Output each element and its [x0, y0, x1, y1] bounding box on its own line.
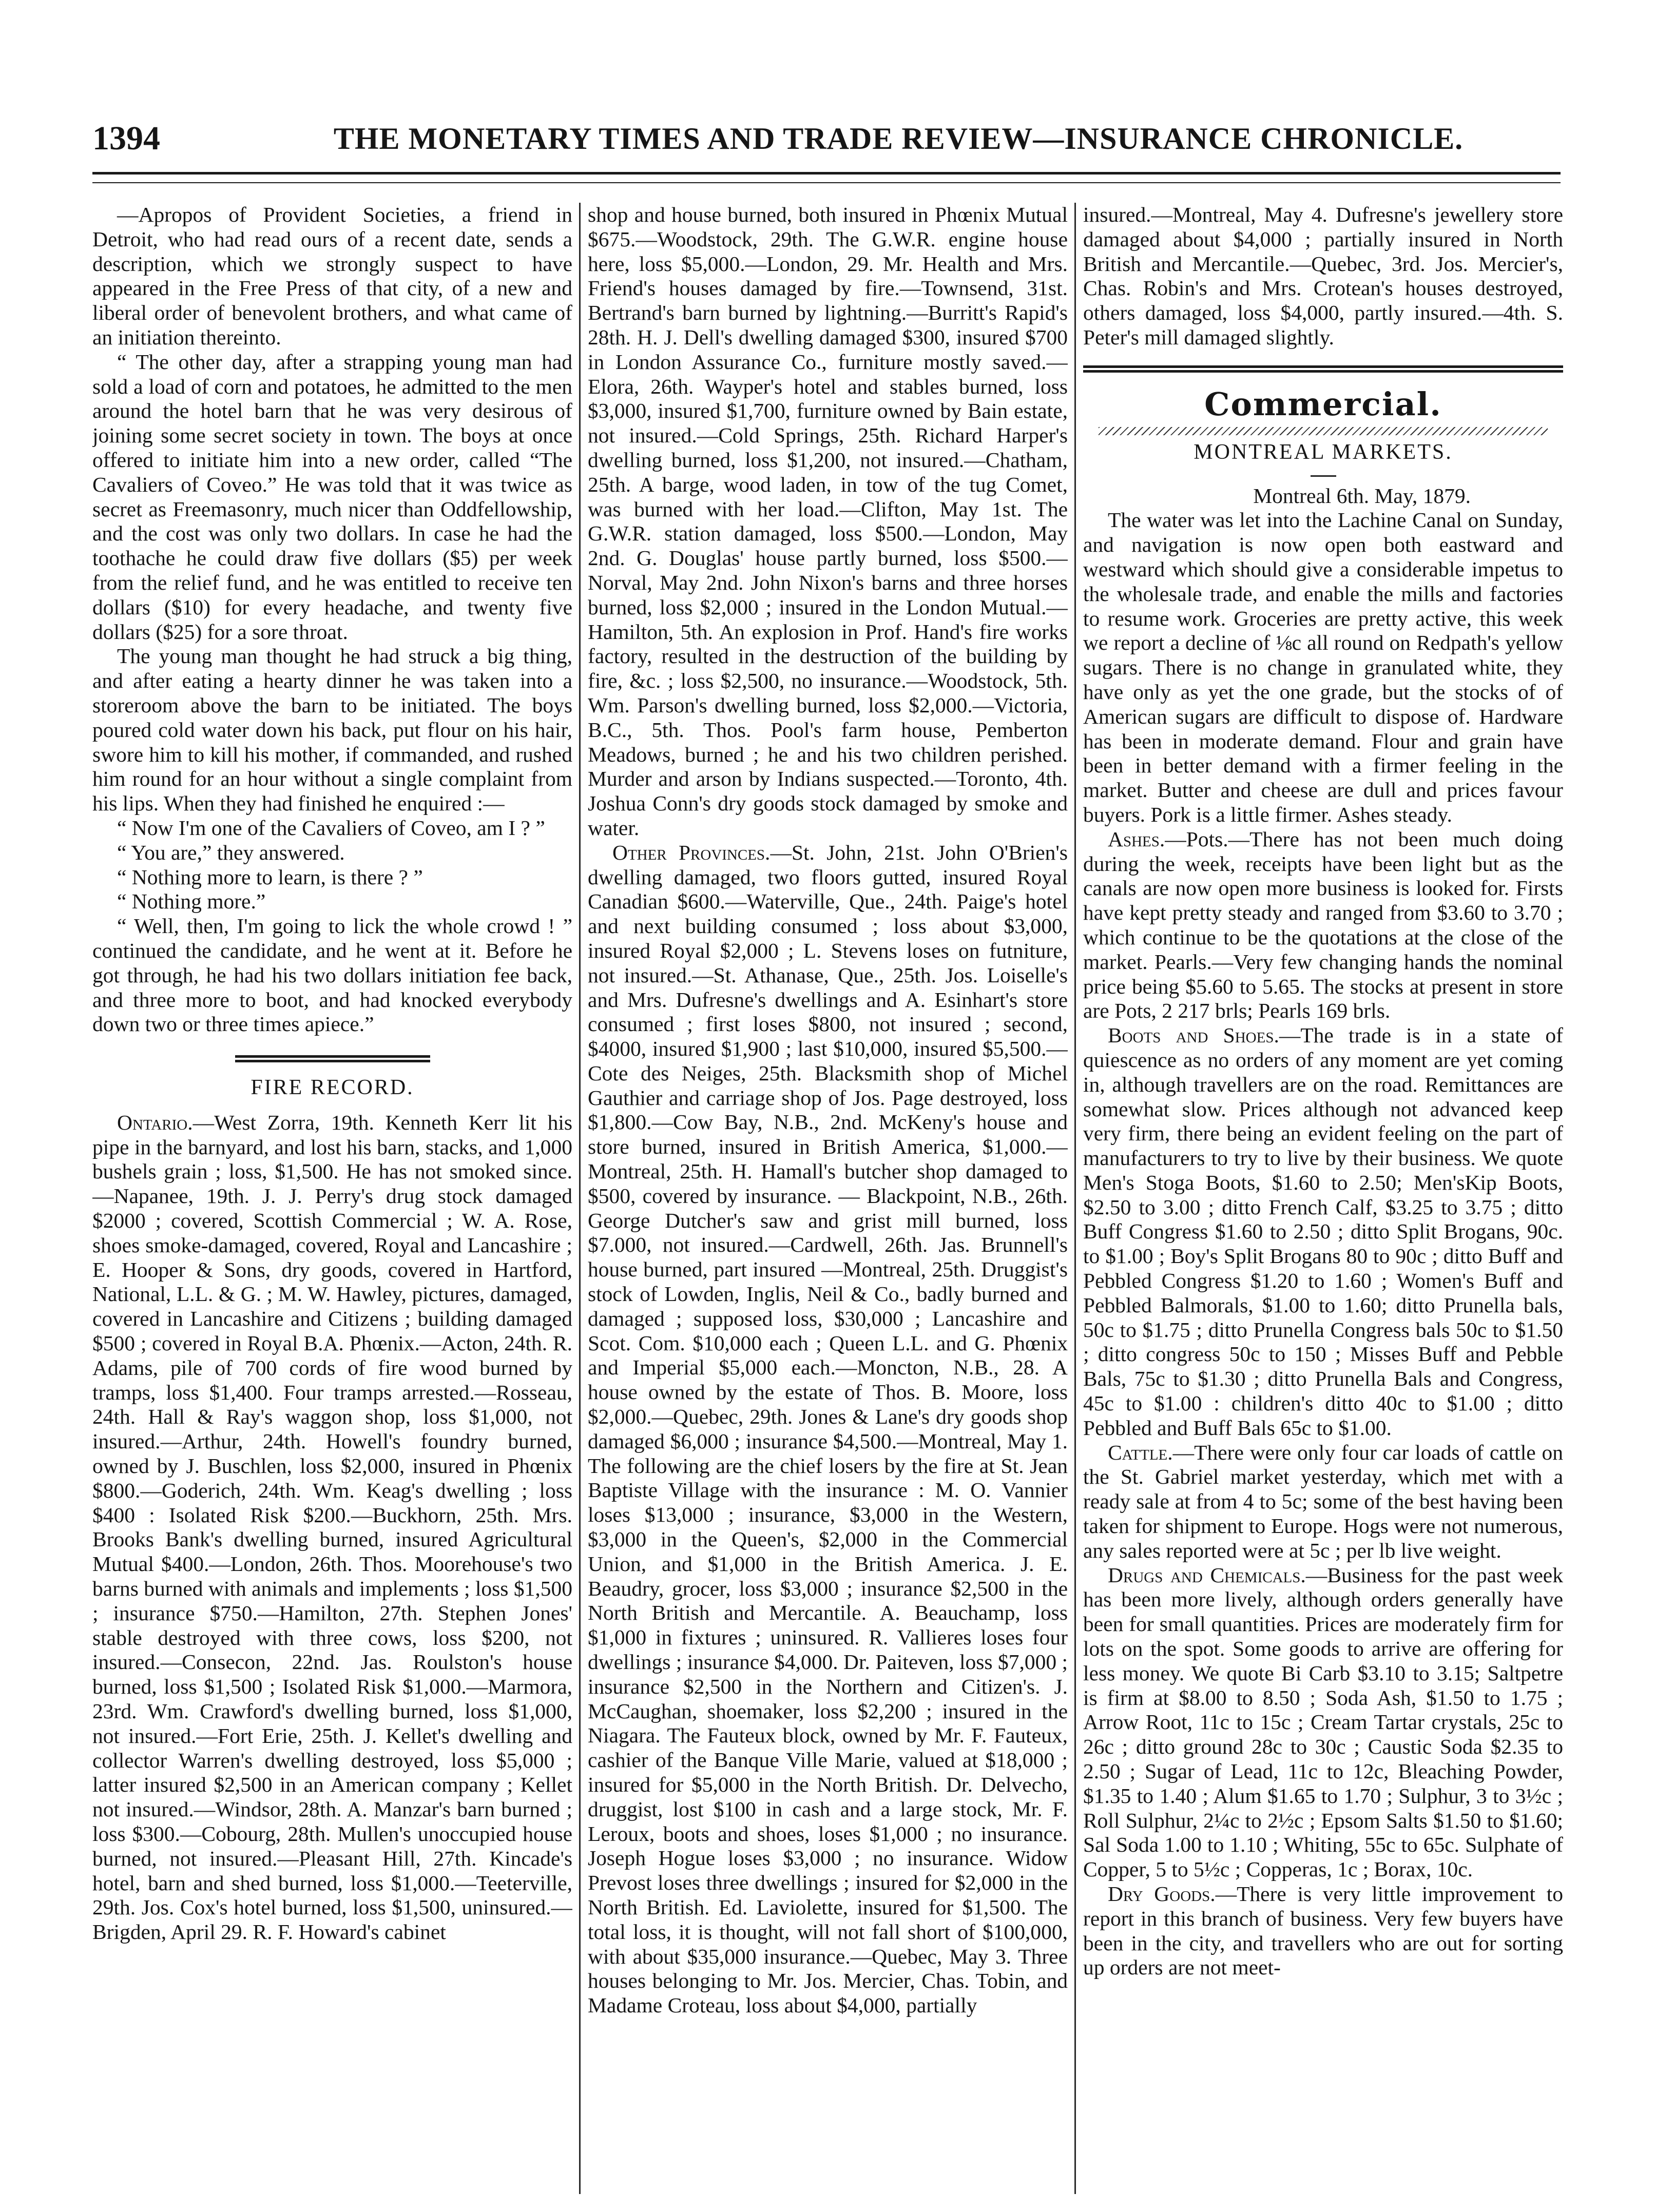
run-in-head: Dry Goods.: [1108, 1882, 1216, 1906]
provident-societies-paragraph: —Apropos of Provident Societies, a friend in Detroit, who had read ours of a recent date, sends a description, which we strongly suspect to have appeared in the Free Press of that city, of a new and liberal order of benevolent brothers, and what came of an initiation thereinto.: [92, 203, 572, 349]
dateline: Montreal 6th. May, 1879.: [1253, 483, 1471, 508]
montreal-markets-heading: MONTREAL MARKETS.: [1194, 440, 1453, 464]
drugs-text: —Business for the past week has been more lively, although orders generally have been for small quantities. Prices are moderately firm for lots on the spot. Some goods to arrive are offering for less money. We quote Bi Carb $3.10 to 3.15; Saltpetre is firm at $8.00 to 8.50 ; Soda Ash, $1.50 to 1.75 ; Arrow Root, 11c to 15c ; Cream Tartar crystals, 25c to 26c ; ditto ground 28c to 30c ; Caustic Soda $2.35 to 2.50 ; Sugar of Lead, 11c to 12c, Bleaching Powder, $1.35 to 1.40 ; Alum $1.65 to 1.70 ; Sulphur, 3 to 3½c ; Roll Sulphur, 2¼c to 2½c ; Epsom Salts $1.50 to $1.60; Sal Soda 1.00 to 1.10 ; Whiting, 55c to 65c. Sulphate of Copper, 5 to 5½c ; Copperas, 1c ; Borax, 10c.: [1083, 1563, 1563, 1881]
column-divider: [1074, 203, 1076, 2194]
dry-goods-paragraph: [1083, 1882, 1563, 1980]
story-paragraph: The young man thought he had struck a big thing, and after eating a hearty dinner he was taken into a storeroom above the barn to be initiated. The boys poured cold water down his back, put flour on his hair, swore him to kill his mother, if commanded, and rushed him round for an hour without a single complaint from his lips. When they had finished he enquired :—: [92, 644, 572, 816]
dialogue-line: “ Nothing more to learn, is there ? ”: [117, 865, 423, 889]
dialogue-line: “ Nothing more.”: [117, 889, 266, 914]
dialogue-line: “ Well, then, I'm going to lick the whole crowd ! ” continued the candidate, and he went at it. Before he got through, he had his two dollars initiation fee back, and three more to boot, and had knocked everybody down two or three times apiece.”: [92, 914, 572, 1036]
run-in-head: Ashes.: [1108, 827, 1165, 851]
fire-record-ontario: [92, 1111, 572, 1945]
section-divider: [235, 1055, 430, 1062]
run-in-head: Cattle.: [1108, 1440, 1173, 1464]
column-divider: [579, 203, 581, 2194]
run-in-head: Boots and Shoes.: [1108, 1023, 1279, 1047]
fire-record-continued: shop and house burned, both insured in Phœnix Mutual $675.—Woodstock, 29th. The G.W.R. engine house here, loss $5,000.—London, 29. Mr. Health and Mrs. Friend's houses damaged by fire.—Townsend, 31st. Bertrand's barn burned by lightning.—Burritt's Rapid's 28th. H. J. Dell's dwelling damaged $300, insured $700 in London Assurance Co., furniture mostly saved.—Elora, 26th. Wayper's hotel and stables burned, loss $3,000, insured $1,700, furniture owned by Bain estate, not insured.—Cold Springs, 25th. Richard Harper's dwelling burned, loss $1,200, not insured.—Chatham, 25th. A barge, wood laden, in tow of the tug Comet, was burned with her load.—Clifton, May 1st. The G.W.R. station damaged, loss $500.—London, May 2nd. G. Douglas' house partly burned, loss $500.—Norval, May 2nd. John Nixon's barns and three horses burned, loss $2,000 ; insured in the London Mutual.—Hamilton, 5th. An explosion in Prof. Hand's fire works factory, resulted in the destruction of the building by fire, &c. ; loss $2,500, no insurance.—Woodstock, 5th. Wm. Parson's dwelling burned, loss $2,000.—Victoria, B.C., 5th. Thos. Pool's farm house, Pemberton Meadows, burned ; he and his two children perished. Murder and arson by Indians suspected.—Toronto, 4th. Joshua Conn's dry goods stock damaged by smoke and water.: [588, 203, 1068, 840]
dialogue-line: “ You are,” they answered.: [117, 840, 345, 864]
page-header: [92, 118, 1561, 164]
section-divider: [1083, 365, 1563, 373]
story-paragraph: “ The other day, after a strapping young man had sold a load of corn and potatoes, he admitted to the men around the hotel barn that he was very desirous of joining some secret society in town. The boys at once offered to initiate him into a new order, called “The Cavaliers of Coveo.” He was told that it was twice as secret as Freemasonry, much nicer than Oddfellowship, and the cost was only two dollars. In case he had the toothache he could draw five dollars ($5) per week from the relief fund, and he was entitled to receive ten dollars ($10) for every headache, and twenty five dollars ($25) for a sore throat.: [92, 350, 572, 644]
drugs-paragraph: [1083, 1563, 1563, 1882]
dialogue-line: “ Now I'm one of the Cavaliers of Coveo, am I ? ”: [117, 816, 545, 840]
run-in-head: Ontario.: [117, 1110, 193, 1134]
markets-intro: The water was let into the Lachine Canal on Sunday, and navigation is now open both eastward and westward which should give a considerable impetus to the wholesale trade, and enable the mills and factories to resume work. Groceries are pretty active, this week we report a decline of ⅛c all round on Redpath's yellow sugars. There is no change in granulated white, they have only as yet the one grade, but the stocks of of American sugars are difficult to dispose of. Hardware has been in moderate demand. Flour and grain have been in better demand with a firmer feeling in the market. Butter and cheese are dull and prices favour buyers. Pork is a little firmer. Ashes steady.: [1083, 508, 1563, 826]
header-rule: [92, 172, 1561, 183]
ashes-paragraph: [1083, 827, 1563, 1023]
ornamental-rule: [1099, 427, 1548, 435]
run-in-head: Drugs and Chemicals.: [1108, 1563, 1306, 1587]
running-title: THE MONETARY TIMES AND TRADE REVIEW—INSURANCE CHRONICLE.: [333, 122, 1464, 156]
boots-paragraph: [1083, 1023, 1563, 1441]
page-number: 1394: [92, 120, 160, 157]
fire-record-heading: FIRE RECORD.: [251, 1076, 414, 1100]
boots-text: —The trade is in a state of quiescence as no orders of any moment are yet coming in, although travellers are on the road. Remittances are somewhat slow. Prices although not advanced keep very firm, there being an evident feeling on the part of manufacturers to try to live by their business. We quote Men's Stoga Boots, $1.60 to 2.50; Men'sKip Boots, $2.50 to 3.00 ; ditto French Calf, $3.25 to 3.75 ; ditto Buff Congress $1.60 to 2.50 ; ditto Split Brogans, 90c. to $1.00 ; Boy's Split Brogans 80 to 90c ; ditto Buff and Pebbled Congress $1.20 to 1.60 ; Women's Buff and Pebbled Balmorals, $1.00 to 1.60; ditto Prunella bals, 50c to $1.75 ; ditto Prunella Congress bals 50c to $1.50 ; ditto congress 50c to 150 ; Misses Buff and Pebble Bals, 75c to $1.30 ; ditto Prunella Bals and Congress, 45c to $1.00 : children's ditto 40c to $1.00 ; ditto Pebbled and Buff Bals 65c to $1.00.: [1083, 1023, 1563, 1440]
run-in-head: Other Provinces.: [612, 840, 771, 864]
column-1: [92, 203, 572, 2194]
column-3: [1083, 203, 1563, 2194]
dry-goods-text: —There is very little improvement to report in this branch of business. Very few buyers have been in the city, and travellers who are out for sorting up orders are not meet-: [1083, 1882, 1563, 1980]
ashes-text: —Pots.—There has not been much doing during the week, receipts have been light but as the canals are now open more business is looked for. Firsts have kept pretty steady and ranged from $3.60 to 3.70 ; which continue to be the quotations at the close of the market. Pearls.—Very few changing hands the nominal price being $5.60 to 5.65. The stocks at present in store are Pots, 2 217 brls; Pearls 169 brls.: [1083, 827, 1563, 1023]
column-2: [588, 203, 1068, 2194]
fire-record-other-provinces: [588, 841, 1068, 2018]
commercial-heading: Commercial.: [1204, 385, 1442, 423]
cattle-text: —There were only four car loads of cattle on the St. Gabriel market yesterday, which met with a ready sale at from 4 to 5c; some of the best having been taken for shipment to Europe. Hogs were not numerous, any sales reported were at 5c ; per lb live weight.: [1083, 1440, 1563, 1562]
fire-record-end: insured.—Montreal, May 4. Dufresne's jewellery store damaged about $4,000 ; partially insured in North British and Mercantile.—Quebec, 3rd. Jos. Mercier's, Chas. Robin's and Mrs. Crotean's houses destroyed, others damaged, loss $4,000, partly insured.—4th. S. Peter's mill damaged slightly.: [1083, 203, 1563, 349]
fire-record-text: —West Zorra, 19th. Kenneth Kerr lit his pipe in the barnyard, and lost his barn, stacks, and 1,000 bushels grain ; loss, $1,500. He has not smoked since.—Napanee, 19th. J. J. Perry's drug stock damaged $2000 ; covered, Scottish Commercial ; W. A. Rose, shoes smoke-damaged, covered, Royal and Lancashire ; E. Hooper & Sons, dry goods, covered in Hartford, National, L.L. & G. ; M. W. Hawley, pictures, damaged, covered in Lancashire and Citizens ; building damaged $500 ; covered in Royal B.A. Phœnix.—Acton, 24th. R. Adams, pile of 700 cords of fire wood burned by tramps, loss $1,400. Four tramps arrested.—Rosseau, 24th. Hall & Ray's waggon shop, loss $1,000, not insured.—Arthur, 24th. Howell's foundry burned, owned by J. Buschlen, loss $2,000, insured in Phœnix $800.—Goderich, 24th. Wm. Keag's dwelling ; loss $400 : Isolated Risk $200.—Buckhorn, 25th. Mrs. Brooks Bank's dwelling burned, insured Agricultural Mutual $400.—London, 26th. Thos. Moorehouse's two barns burned with animals and implements ; loss $1,500 ; insurance $750.—Hamilton, 27th. Stephen Jones' stable destroyed with three cows, loss $200, not insured.—Consecon, 22nd. Jas. Roulston's house burned, loss $1,500 ; Isolated Risk $1,000.—Marmora, 23rd. Wm. Crawford's dwelling burned, loss $1,000, not insured.—Fort Erie, 25th. J. Kellet's dwelling and collector Warren's dwelling destroyed, loss $5,000 ; latter insured $2,500 in an American company ; Kellet not insured.—Windsor, 28th. A. Manzar's barn burned ; loss $300.—Cobourg, 28th. Mullen's unoccupied house burned, not insured.—Pleasant Hill, 27th. Kincade's hotel, barn and shed burned, loss $1,000.—Teeterville, 29th. Jos. Cox's hotel burned, loss $1,500, uninsured.—Brigden, April 29. R. F. Howard's cabinet: [92, 1110, 572, 1944]
other-provinces-text: —St. John, 21st. John O'Brien's dwelling damaged, two floors gutted, insured Royal Canadian $600.—Waterville, Que., 24th. Paige's hotel and next building consumed ; loss about $3,000, insured Royal $2,000 ; L. Stevens loses on futniture, not insured.—St. Athanase, Que., 25th. Jos. Loiselle's and Mrs. Dufresne's dwellings and A. Esinhart's store consumed ; first loses $800, not insured ; second, $4000, insured $1,900 ; last $10,000, insured $5,500.—Cote des Neiges, 25th. Blacksmith shop of Michel Gauthier and carriage shop of Jos. Page destroyed, loss $1,800.—Cow Bay, N.B., 2nd. McKeny's house and store burned, insured in British America, $1,000.—Montreal, 25th. H. Hamall's butcher shop damaged to $500, covered by insurance. — Blackpoint, N.B., 26th. George Dutcher's saw and grist mill burned, loss $7.000, not insured.—Cardwell, 26th. Jas. Brunnell's house burned, part insured —Montreal, 25th. Druggist's stock of Lowden, Inglis, Neil & Co., badly burned and damaged ; supposed loss, $30,000 ; Lancashire and Scot. Com. $10,000 each ; Queen L.L. and G. Phœnix and Imperial $5,000 each.—Moncton, N.B., 28. A house owned by the estate of Thos. B. Moore, loss $2,000.—Quebec, 29th. Jones & Lane's dry goods shop damaged $6,000 ; insurance $4,500.—Montreal, May 1. The following are the chief losers by the fire at St. Jean Baptiste Village with the insurance : M. O. Vannier loses $13,000 ; insurance, $3,000 in the Western, $3,000 in the Queen's, $2,000 in the Commercial Union, and $1,000 in the British America. J. E. Beaudry, grocer, loss $3,000 ; insurance $2,500 in the North British and Mercantile. A. Beauchamp, loss $1,000 in fixtures ; uninsured. R. Vallieres loses four dwellings ; insurance $4,000. Dr. Paiteven, loss $7,000 ; insurance $2,500 in the Northern and Citizen's. J. McCaughan, shoemaker, loss $2,200 ; insured in the Niagara. The Fauteux block, owned by Mr. F. Fauteux, cashier of the Banque Ville Marie, valued at $18,000 ; insured for $5,000 in the North British. Dr. Delvecho, druggist, lost $100 in cash and a large stock, Mr. F. Leroux, boots and shoes, loses $1,000 ; no insurance. Joseph Hogue loses $3,000 ; no insurance. Widow Prevost loses three dwellings ; insured for $2,000 in the North British. Ed. Laviolette, insured for $1,500. The total loss, it is thought, will not fall short of $100,000, with about $35,000 insurance.—Quebec, May 3. Three houses belonging to Mr. Jos. Mercier, Chas. Tobin, and Madame Croteau, loss about $4,000, partially: [588, 840, 1068, 2017]
cattle-paragraph: [1083, 1441, 1563, 1563]
short-rule: [1311, 475, 1336, 477]
